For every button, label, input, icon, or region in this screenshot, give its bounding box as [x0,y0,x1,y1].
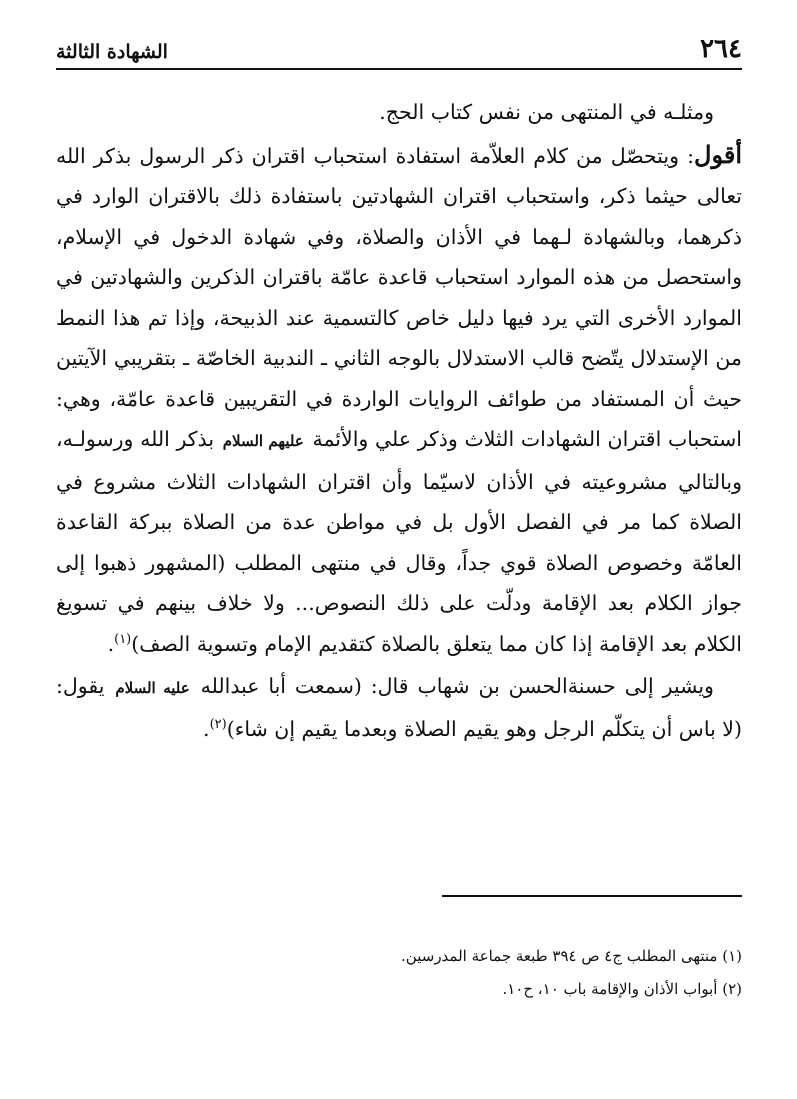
running-title: الشهادة الثالثة [56,41,168,63]
paragraph-3-text-b: يقول: (لا باس أن يتكلّم الرجل وهو يقيم الصلاة وبعدما يقيم إن شاء) [56,674,742,741]
footnote-2: (٢) أبواب الأذان والإقامة باب ١٠، ح١٠. [502,980,742,998]
paragraph-3-end: . [203,716,210,741]
paragraph-3-text-a: ويشير إلى حسنةالحسن بن شهاب قال: (سمعت أبا عبدالله [200,674,714,698]
book-page [56,22,742,1082]
paragraph-2-text-a: : ويتحصّل من كلام العلاّمة استفادة استحباب اقتران ذكر الرسول بذكر الله تعالى حيثما ذكر، واستحباب اقتران الشهادتين باستفادة ذلك بالاقتران الوارد في ذكرهما، وبالشهادة لـهما في الأذان والصلاة، وفي شهادة الدخول في الإسلام، واستحصل من هذه الموارد استحباب قاعدة عامّة باقتران الذكرين والشهادتين في الموارد الأخرى التي يرد فيها دليل خاص كالتسمية عند الذبيحة، وإذا تم هذا النمط من الإستدلال يتّضح قالب الاستدلال بالوجه الثاني ـ الندبية الخاصّة ـ بتقريبي الآيتين حيث أن المستفاد من طوائف الروايات الواردة في التقريبين قاعدة عامّة، وهي: استحباب اقتران الشهادات الثلاث وذكر علي والأئمة [56,143,742,451]
footnote-ref-1[interactable]: (١) [114,631,132,647]
paragraph-3 [56,666,742,749]
honorific-glyph: عليه السلام [115,679,190,697]
body-text [56,92,742,749]
footnote-1: (١) منتهى المطلب ج٤ ص ٣٩٤ طبعة جماعة المدرسين. [401,947,742,965]
page-number: ٢٦٤ [700,34,742,64]
keyword-aqul: أقول [694,139,742,169]
honorific-glyph: عليهم السلام [222,432,304,450]
footnote-divider [442,895,742,897]
paragraph-1 [56,92,742,133]
footnotes [56,940,742,1006]
paragraph-1-text: ومثلـه في المنتهى من نفس كتاب الحج. [379,100,714,124]
paragraph-2-text-b: بذكر الله ورسولـه، وبالتالي مشروعيته في الأذان لاسيّما وأن اقتران الشهادات الثلاث مشروع في الصلاة كما مر في الفصل الأول بل في مواطن عدة من الصلاة ببركة القاعدة العامّة وخصوص الصلاة قوي جداً، وقال في منتهى المطلب (المشهور ذهبوا إلى جواز الكلام بعد الإقامة ودلّت على ذلك النصوص... ولا خلاف بينهم في تسويغ الكلام بعد الإقامة إذا كان مما يتعلق بالصلاة كتقديم الإمام وتسوية الصف) [56,427,742,656]
paragraph-2: أقول: ويتحصّل من كلام العلاّمة استفادة استحباب اقتران ذكر الرسول بذكر الله تعالى حيثما ذكر، واستحباب اقتران الشهادتين باستفادة ذلك بالاقتران الوارد في ذكرهما، وبالشهادة لـهما في الأذان والصلاة، وفي شهادة الدخول في الإسلام، واستحصل من هذه الموارد استحباب قاعدة عامّة باقتران الذكرين والشهادتين في الموارد الأخرى التي يرد فيها دليل خاص كالتسمية عند الذبيحة، وإذا تم هذا النمط من الإستدلال يتّضح قالب الاستدلال بالوجه الثاني ـ الندبية الخاصّة ـ بتقريبي الآيتين حيث أن المستفاد من طوائف الروايات الواردة في التقريبين قاعدة عامّة، وهي: استحباب اقتران الشهادات الثلاث وذكر علي والأئمة عليهم السلام بذكر الله ورسولـه، وبالتالي مشروعيته في الأذان لاسيّما وأن اقتران الشهادات الثلاث مشروع في الصلاة كما مر في الفصل الأول بل في مواطن عدة من الصلاة ببركة القاعدة العامّة وخصوص الصلاة قوي جداً، وقال في منتهى المطلب (المشهور ذهبوا إلى جواز الكلام بعد الإقامة ودلّت على ذلك النصوص... ولا خلاف بينهم في تسويغ الكلام بعد الإقامة إذا كان مما يتعلق بالصلاة كتقديم الإمام وتسوية الصف)$^{(١)}$. [56,139,742,656]
page-header [56,22,742,70]
footnote-ref-2[interactable]: (٢) [209,716,227,732]
